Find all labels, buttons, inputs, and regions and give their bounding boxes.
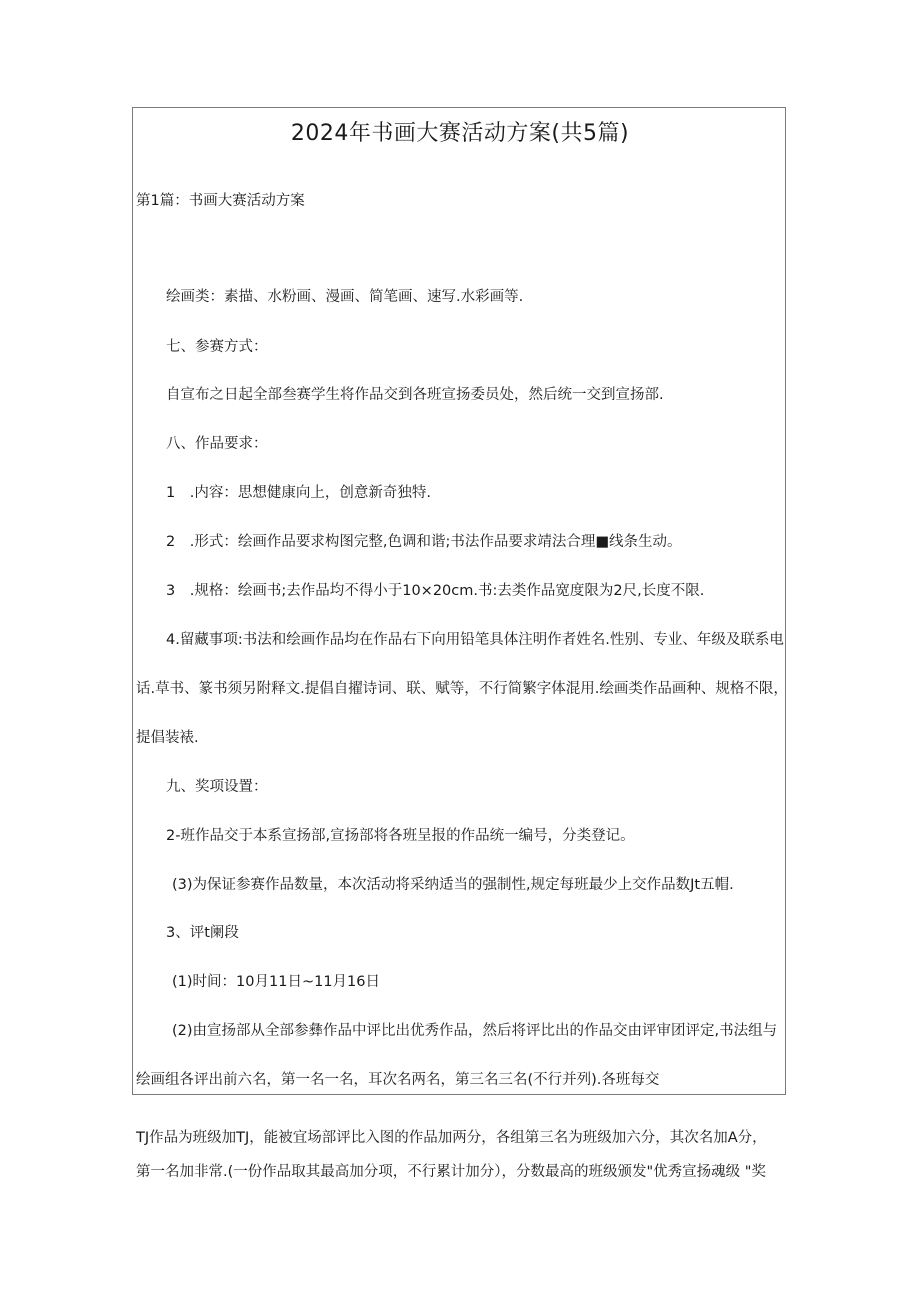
list-item: 1 .内容：思想健康向上，创意新奇独特. <box>166 485 431 501</box>
section-heading: 九、奖项设置： <box>166 779 268 795</box>
list-item: 2 .形式：绘画作品要求构图完整,色调和谐;书法作品要求靖法合理■线条生动。 <box>166 534 682 550</box>
paragraph-line: 绘画组各评出前六名，第一名一名，耳次名两名，第三名三名(不行并列).各班每交 <box>136 1072 660 1088</box>
paragraph-line: 2-班作品交于本系宣扬部,宣扬部将各班呈报的作品统一编号，分类登记。 <box>166 828 635 844</box>
paragraph-line: (3)为保证参赛作品数量，本次活动将采纳适当的强制性,规定每班最少上交作品数Jt五帽. <box>172 877 734 893</box>
continuation-line: TJ作品为班级加TJ，能被宜场部评比入图的作品加两分，各组第三名为班级加六分，其次名加A分， <box>136 1130 767 1146</box>
document-frame <box>132 107 786 1095</box>
list-item: 3 .规格：绘画书;去作品均不得小于10×20cm.书:去类作品宽度限为2尺,长度不限. <box>166 583 705 599</box>
chapter-heading: 第1篇：书画大赛活动方案 <box>136 193 305 209</box>
paragraph-line: (2)由宣扬部从全部参彝作品中评比出优秀作品，然后将评比出的作品交由评审团评定,书法组与 <box>172 1023 778 1039</box>
paragraph-line: 自宣布之日起全部叁赛学生将作品交到各班宣扬委员处，然后统一交到宣扬部. <box>166 387 664 403</box>
continuation-line: 第一名加非常.(一份作品取其最高加分项，不行累计加分），分数最高的班级颁发"优秀宣扬魂级 "奖 <box>136 1164 766 1180</box>
paragraph-line: (1)时间：10月11日~11月16日 <box>172 974 380 990</box>
section-heading: 3、评t阑段 <box>166 925 239 941</box>
section-heading: 八、作品要求： <box>166 436 268 452</box>
document-title: 2024年书画大赛活动方案(共5篇) <box>290 121 630 146</box>
section-heading: 七、参赛方式： <box>166 339 268 355</box>
list-item: 4.留藏事项:书法和绘画作品均在作品右下向用铅笔具体注明作者姓名.性别、专业、年级及联系电 <box>166 632 784 648</box>
paragraph-line: 话.草书、篆书须另附释文.提倡自擢诗词、联、赋等，不行简繁字体混用.绘画类作品画种、规格不限， <box>136 681 788 697</box>
paragraph-line: 提倡装裱. <box>136 730 199 746</box>
paragraph-line: 绘画类：素描、水粉画、漫画、简笔画、速写.水彩画等. <box>166 289 524 305</box>
